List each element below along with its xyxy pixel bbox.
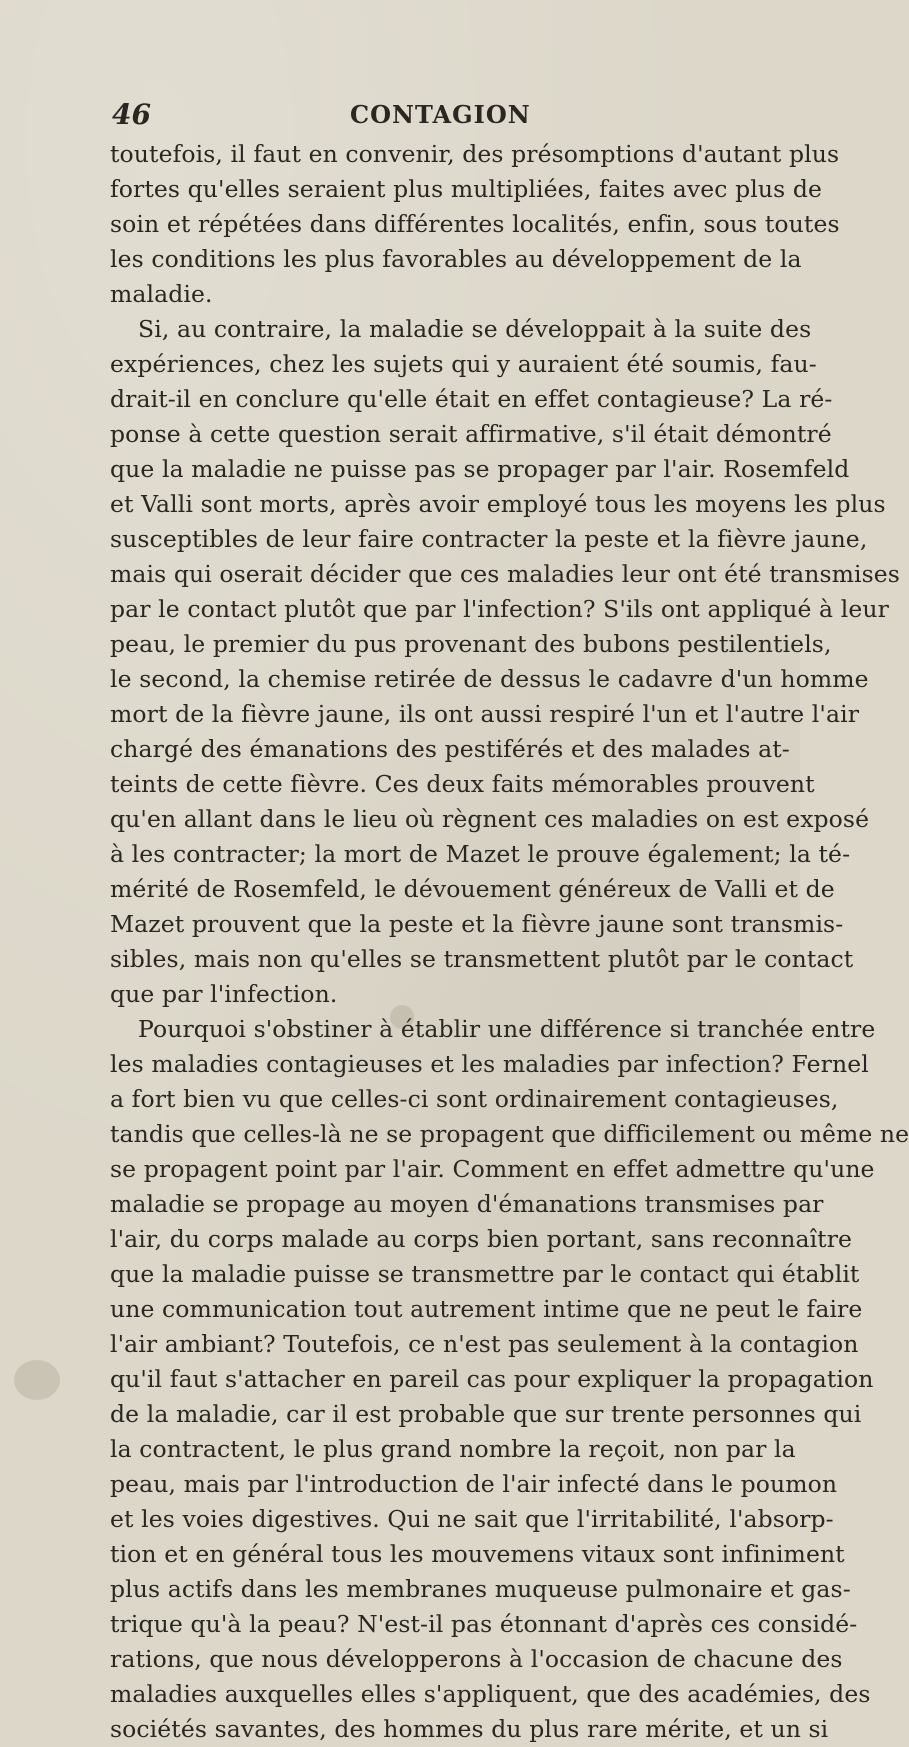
- text-line: a fort bien vu que celles-ci sont ordinairement contagieuses,: [110, 1085, 839, 1113]
- text-line: peau, le premier du pus provenant des bubons pestilentiels,: [110, 630, 832, 658]
- text-line: Mazet prouvent que la peste et la fièvre jaune sont transmis-: [110, 910, 844, 938]
- text-line: les conditions les plus favorables au développement de la: [110, 245, 802, 273]
- text-line: fortes qu'elles seraient plus multipliées, faites avec plus de: [110, 175, 822, 203]
- text-line: tion et en général tous les mouvemens vitaux sont infiniment: [110, 1540, 845, 1568]
- text-line: mérité de Rosemfeld, le dévouement généreux de Valli et de: [110, 875, 835, 903]
- text-line: sibles, mais non qu'elles se transmettent plutôt par le contact: [110, 945, 854, 973]
- text-line: plus actifs dans les membranes muqueuse pulmonaire et gas-: [110, 1575, 851, 1603]
- text-line: les maladies contagieuses et les maladies par infection? Fernel: [110, 1050, 869, 1078]
- text-line: une communication tout autrement intime que ne peut le faire: [110, 1295, 863, 1323]
- body-text: [110, 137, 909, 1747]
- text-line: que par l'infection.: [110, 980, 338, 1008]
- text-line: mort de la fièvre jaune, ils ont aussi respiré l'un et l'autre l'air: [110, 700, 860, 728]
- text-line: tandis que celles-là ne se propagent que difficilement ou même ne: [110, 1120, 909, 1148]
- text-line: ponse à cette question serait affirmative, s'il était démontré: [110, 420, 832, 448]
- text-line: teints de cette fièvre. Ces deux faits mémorables prouvent: [110, 770, 815, 798]
- text-line: susceptibles de leur faire contracter la peste et la fièvre jaune,: [110, 525, 868, 553]
- text-line: peau, mais par l'introduction de l'air infecté dans le poumon: [110, 1470, 838, 1498]
- text-line: Si, au contraire, la maladie se développait à la suite des: [138, 315, 812, 343]
- page-number: 46: [112, 98, 151, 131]
- text-line: l'air ambiant? Toutefois, ce n'est pas seulement à la contagion: [110, 1330, 859, 1358]
- text-line: rations, que nous développerons à l'occasion de chacune des: [110, 1645, 843, 1673]
- text-line: chargé des émanations des pestiférés et des malades at-: [110, 735, 790, 763]
- text-line: mais qui oserait décider que ces maladies leur ont été transmises: [110, 560, 900, 588]
- text-line: maladie.: [110, 280, 213, 308]
- text-line: maladie se propage au moyen d'émanations transmises par: [110, 1190, 824, 1218]
- text-line: expériences, chez les sujets qui y auraient été soumis, fau-: [110, 350, 817, 378]
- text-line: l'air, du corps malade au corps bien portant, sans reconnaître: [110, 1225, 853, 1253]
- paper-stain: [14, 1360, 60, 1400]
- text-line: maladies auxquelles elles s'appliquent, que des académies, des: [110, 1680, 871, 1708]
- text-line: toutefois, il faut en convenir, des présomptions d'autant plus: [110, 140, 840, 168]
- text-line: le second, la chemise retirée de dessus le cadavre d'un homme: [110, 665, 869, 693]
- text-line: trique qu'à la peau? N'est-il pas étonnant d'après ces considé-: [110, 1610, 858, 1638]
- text-line: qu'il faut s'attacher en pareil cas pour expliquer la propagation: [110, 1365, 874, 1393]
- text-line: sociétés savantes, des hommes du plus rare mérite, et un si: [110, 1715, 829, 1743]
- text-line: à les contracter; la mort de Mazet le prouve également; la té-: [110, 840, 851, 868]
- text-line: et Valli sont morts, après avoir employé tous les moyens les plus: [110, 490, 886, 518]
- running-title: CONTAGION: [350, 100, 531, 129]
- text-line: que la maladie ne puisse pas se propager par l'air. Rosemfeld: [110, 455, 850, 483]
- text-line: et les voies digestives. Qui ne sait que l'irritabilité, l'absorp-: [110, 1505, 834, 1533]
- text-line: par le contact plutôt que par l'infection? S'ils ont appliqué à leur: [110, 595, 889, 623]
- text-line: que la maladie puisse se transmettre par le contact qui établit: [110, 1260, 860, 1288]
- text-line: se propagent point par l'air. Comment en effet admettre qu'une: [110, 1155, 875, 1183]
- page-header: [112, 98, 702, 138]
- text-line: soin et répétées dans différentes localités, enfin, sous toutes: [110, 210, 840, 238]
- text-line: qu'en allant dans le lieu où règnent ces maladies on est exposé: [110, 805, 870, 833]
- text-line: Pourquoi s'obstiner à établir une différence si tranchée entre: [138, 1015, 876, 1043]
- text-line: la contractent, le plus grand nombre la reçoit, non par la: [110, 1435, 796, 1463]
- text-line: drait-il en conclure qu'elle était en effet contagieuse? La ré-: [110, 385, 833, 413]
- text-line: de la maladie, car il est probable que sur trente personnes qui: [110, 1400, 862, 1428]
